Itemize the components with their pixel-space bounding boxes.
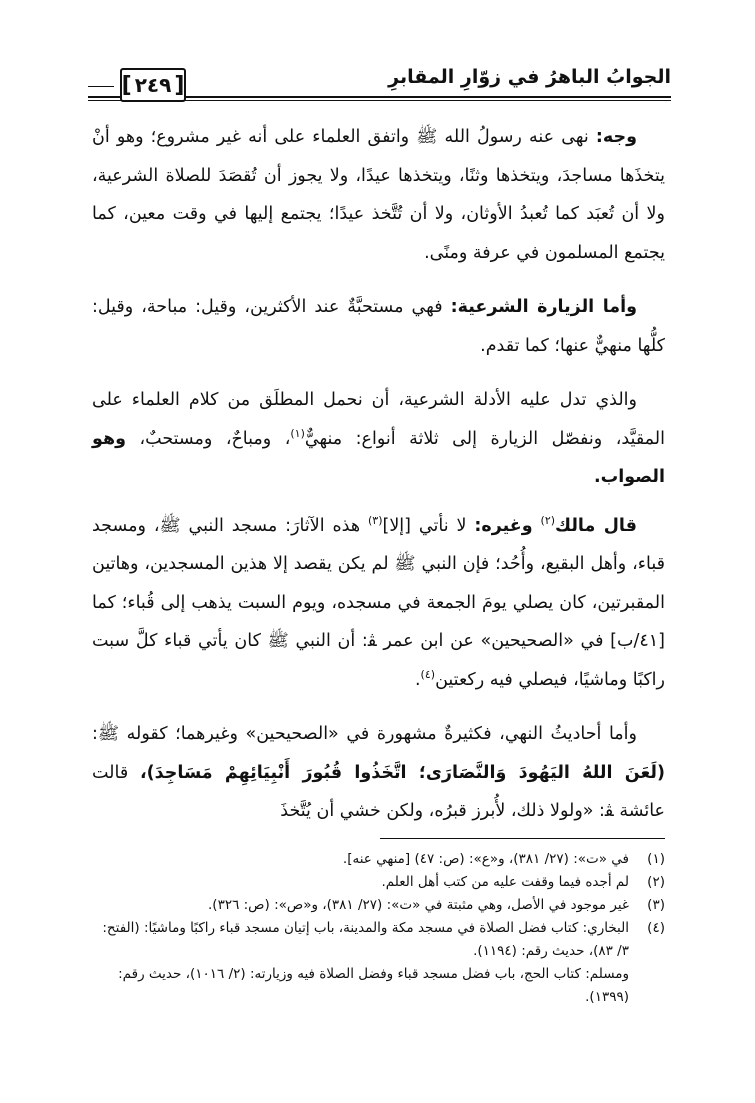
main-text [92,118,665,847]
footnote-separator [380,838,665,839]
paragraph-lead: قال مالك [555,515,637,536]
paragraph-text: فهي مستحبَّةٌ عند الأكثرين، وقيل: مباحة، وقيل: كلُّها منهيٌّ عنها؛ كما تقدم. [92,297,665,356]
bracket-icon: [ [121,72,132,98]
footnote-text: البخاري: كتاب فضل الصلاة في مسجد مكة والمدينة، باب إتيان مسجد قباء راكبًا وماشيًا: (الفتح: ٣/ ٨٣)، حديث رقم: (١١٩٤). [102,920,629,959]
footnote-ref[interactable]: (٢) [540,513,556,527]
paragraph-text: نهى عنه رسولُ الله ﷺ واتفق العلماء على أنه غير مشروع؛ وهو أنْ يتخذَها مساجدَ، ويتخذها وثنًا، ويتخذها عيدًا، ولا يجوز أن تُقصَدَ للصلاة الشرعية، ولا أن تُعبَد كما تُعبدُ الأوثان، ولا أن تُتَّخذ عيدًا؛ يجتمع إليها في وقت معين، كما يجتمع المسلمون في عرفة ومنًى. [92,127,665,263]
footnote-text: غير موجود في الأصل، وهي مثبتة في «ت»: (٢٧/ ٣٨١)، و«ص»: (ص: ٣٢٦). [208,897,629,913]
paragraph [92,288,665,365]
footnote-number: (١) [647,851,665,867]
footnote-continuation [92,963,665,1009]
paragraph-end: . [414,669,421,690]
paragraph [92,715,665,831]
header-dash [88,86,114,87]
footnote-text: ومسلم: كتاب الحج، باب فضل مسجد قباء وفضل الصلاة فيه وزيارته: (٢/ ١٠١٦)، حديث رقم: (١٣٩٩). [118,966,629,1005]
paragraph-bold: وهو الصواب. [92,428,665,487]
paragraph-lead: وجه: [595,127,637,147]
footnote-number: (٢) [647,874,665,890]
footnote-ref[interactable]: (٣) [367,513,383,527]
paragraph-text: ، ومباحٌ، ومستحبٌ، [139,428,291,449]
page-header [88,62,671,102]
page-number-box [120,68,186,102]
paragraph-lead: وأما الزيارة الشرعية: [450,297,637,317]
hadith-quote: (لَعَنَ اللهُ اليَهُودَ وَالنَّصَارَى؛ اتَّخَذُوا قُبُورَ أَنْبِيَائِهِمْ مَسَاجِدَ)، [140,762,665,783]
footnote-ref[interactable]: (٤) [420,667,436,681]
footnote-ref[interactable]: (١) [290,426,305,440]
footnote [92,917,665,963]
paragraph-text: والذي تدل عليه الأدلة الشرعية، أن نحمل المطلَق من كلام العلماء على المقيَّد، ونفصّل الزيارة إلى ثلاثة أنواع: منهيٌّ [92,390,665,449]
footnote [92,848,665,871]
footnote [92,871,665,894]
footnote-number: (٤) [647,920,665,936]
page-number: ٢٤٩ [134,73,172,97]
paragraph-text: هذه الآثارَ: مسجد النبي ﷺ، ومسجد قباء، وأهل البقيع، وأُحُد؛ فإن النبي ﷺ لم يكن يقصد إلا هذين المسجدين، وهاتين المقبرتين، كان يصلي يومَ الجمعة في مسجده، ويوم السبت يذهب إلى قُباء؛ كما [٤١/ب] في «الصحيحين» عن ابن عمر ﭭ: أن النبي ﷺ كان يأتي قباء كلَّ سبت راكبًا وماشيًا، فيصلي فيه ركعتين [92,515,665,690]
paragraph-text: لا نأتي [إلا] [382,515,467,536]
paragraph [92,118,665,272]
paragraph-text: قالت عائشة ﭭ: «ولولا ذلك، لأُبرز قبرُه، ولكن خشي أن يُتَّخذَ [92,762,665,821]
footnote-number: (٣) [647,897,665,913]
footnotes [92,848,665,1009]
paragraph [92,381,665,497]
paragraph [92,507,665,700]
paragraph-text: وأما أحاديثُ النهي، فكثيرةٌ مشهورة في «الصحيحين» وغيرهما؛ كقوله ﷺ: [92,724,637,744]
bracket-icon: ] [174,72,185,98]
footnote-text: لم أجده فيما وقفت عليه من كتب أهل العلم. [381,874,629,890]
book-title: الجوابُ الباهرُ في زوّارِ المقابرِ [388,66,671,88]
paragraph-lead: وغيره: [474,515,533,536]
footnote-text: في «ت»: (٢٧/ ٣٨١)، و«ع»: (ص: ٤٧) [منهي عنه]. [342,851,629,867]
footnote [92,894,665,917]
